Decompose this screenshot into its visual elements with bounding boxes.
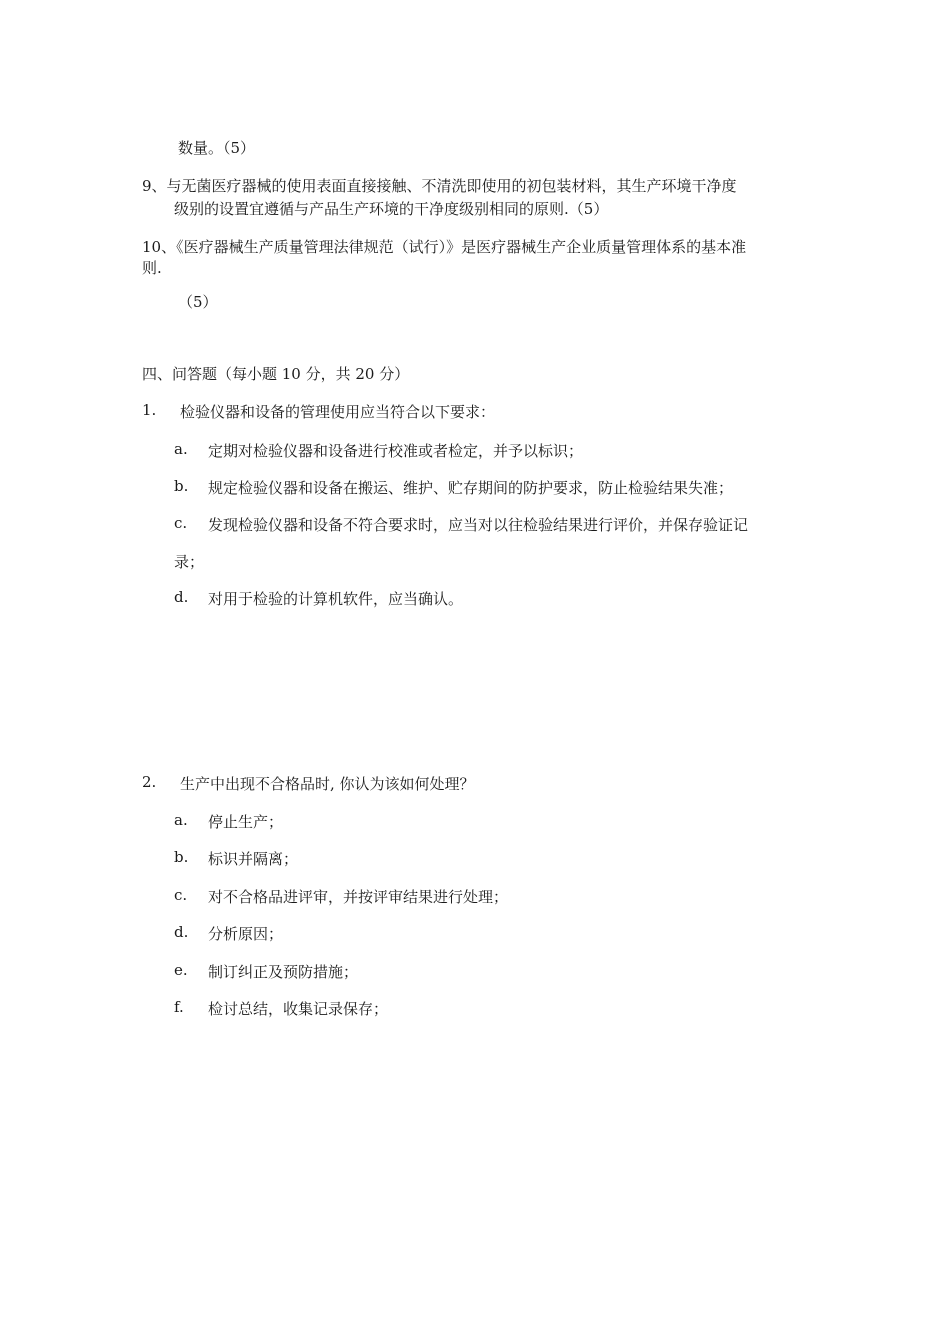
q2-number: 2. [142,773,157,791]
q2-item-marker: e. [174,961,188,979]
q2-item-text: 停止生产； [208,813,284,831]
q1-number: 1. [142,401,157,419]
item-10-line-1: 10、《医疗器械生产质量管理法律规范（试行）》是医疗器械生产企业质量管理体系的基本准 [142,238,747,256]
item-10-line-2: 则. [142,259,162,277]
q1-item-text: 录； [174,553,205,571]
q1-item-text: 规定检验仪器和设备在搬运、维护、贮存期间的防护要求，防止检验结果失准； [208,479,734,497]
section-4-heading: 四、问答题（每小题 10 分，共 20 分） [142,365,410,383]
q2-item-marker: c. [174,886,188,904]
q2-item-text: 标识并隔离； [208,850,299,868]
q1-item-marker: b. [174,477,189,495]
q1-item-marker: c. [174,514,188,532]
item-9-line-2: 级别的设置宜遵循与产品生产环境的干净度级别相同的原则.（5） [174,200,609,218]
continuation-line: 数量。（5） [178,139,256,157]
q1-item-marker: a. [174,440,188,458]
q2-item-marker: f. [174,998,184,1016]
q1-item-text: 发现检验仪器和设备不符合要求时，应当对以往检验结果进行评价，并保存验证记 [208,516,749,534]
q2-item-text: 对不合格品进评审，并按评审结果进行处理； [208,888,509,906]
q1-item-marker: d. [174,588,189,606]
q2-item-marker: d. [174,923,189,941]
q2-item-text: 分析原因； [208,925,284,943]
q2-item-marker: a. [174,811,188,829]
q1-item-text: 对用于检验的计算机软件，应当确认。 [208,590,464,608]
q1-text: 检验仪器和设备的管理使用应当符合以下要求： [180,403,496,421]
q2-text: 生产中出现不合格品时, 你认为该如何处理？ [180,775,475,793]
q1-item-text: 定期对检验仪器和设备进行校准或者检定，并予以标识； [208,442,584,460]
item-9-line-1: 9、与无菌医疗器械的使用表面直接接触、不清洗即使用的初包装材料，其生产环境干净度 [142,177,737,195]
q2-item-text: 制订纠正及预防措施； [208,963,359,981]
q2-item-text: 检讨总结，收集记录保存； [208,1000,389,1018]
q2-item-marker: b. [174,848,189,866]
item-10-score: （5） [178,293,218,311]
